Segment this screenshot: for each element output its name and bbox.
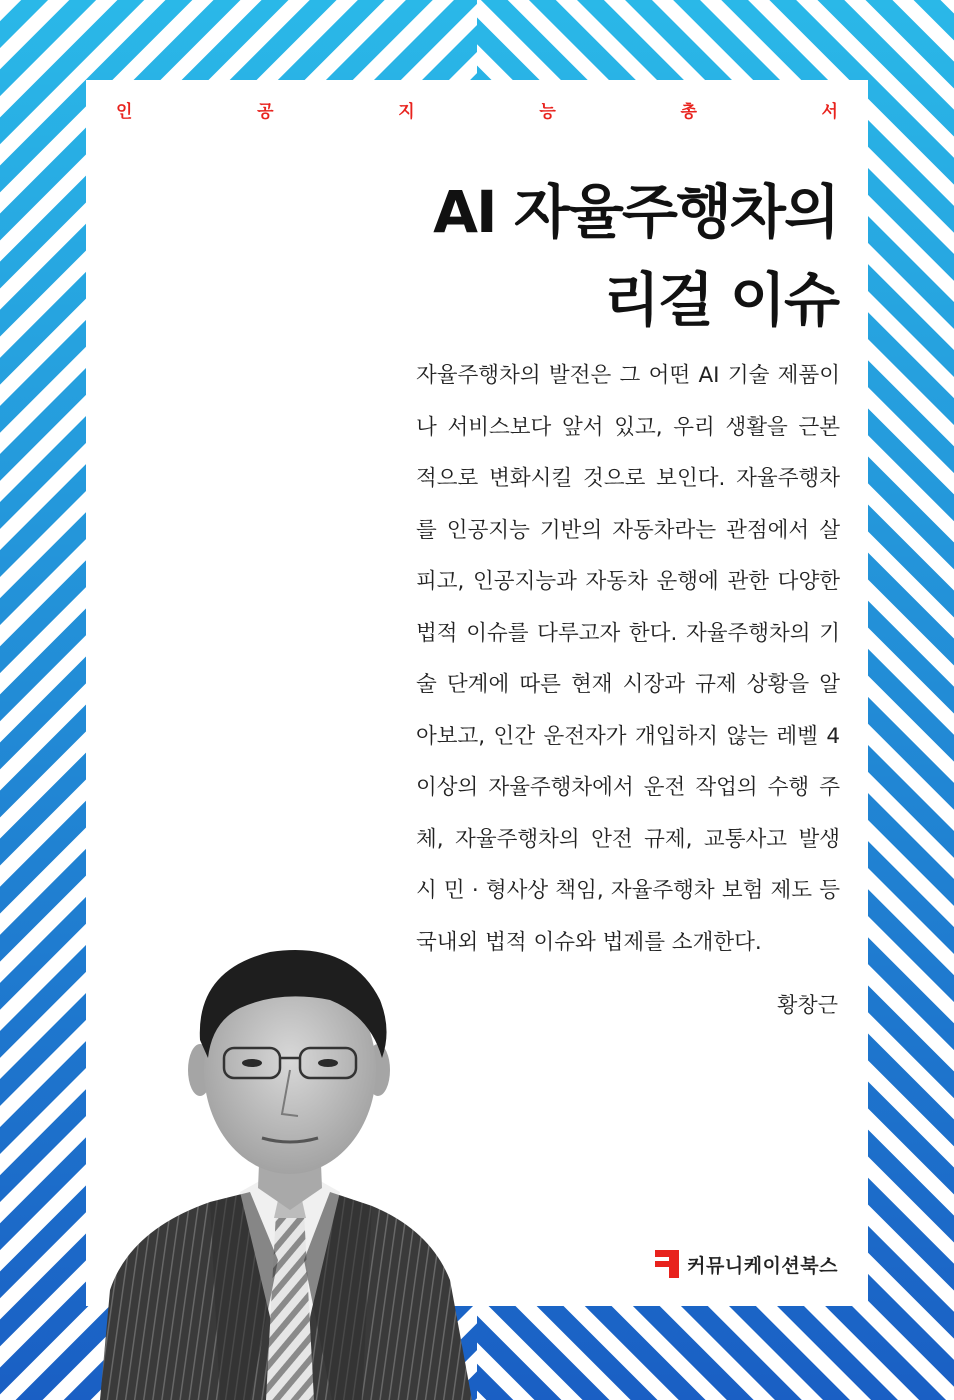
description-line: 체, 자율주행차의 안전 규제, 교통사고 발생 [416,826,840,852]
description-line: 국내외 법적 이슈와 법제를 소개한다. [416,929,762,955]
author-name: 황창근 [777,993,838,1017]
publisher-logo-icon [655,1250,679,1278]
description-line: 를 인공지능 기반의 자동차라는 관점에서 살 [416,517,840,543]
description-line: 술 단계에 따른 현재 시장과 규제 상황을 알 [416,672,840,697]
description-line: 이상의 자율주행차에서 운전 작업의 수행 주 [416,775,840,800]
description-line: 나 서비스보다 앞서 있고, 우리 생활을 근본 [416,414,840,440]
series-name [116,100,838,124]
series-char: 공 [257,102,274,122]
description-line: 적으로 변화시킬 것으로 보인다. 자율주행차 [416,466,840,491]
description-line: 아보고, 인간 운전자가 개입하지 않는 레벨 4 [416,723,840,749]
publisher-name: 커뮤니케이션북스 [687,1254,838,1277]
series-char: 능 [539,102,556,122]
series-char: 인 [116,102,133,122]
series-char: 총 [680,102,697,122]
description-line: 시 민 · 형사상 책임, 자율주행차 보험 제도 등 [416,878,840,903]
book-title [198,168,838,344]
title-line-2: 리걸 이슈 [603,266,838,334]
description-line: 피고, 인공지능과 자동차 운행에 관한 다양한 [416,569,840,594]
series-char: 서 [821,102,838,122]
book-description [416,350,840,968]
title-line-1: AI 자율주행차의 [433,178,838,246]
description-line: 법적 이슈를 다루고자 한다. 자율주행차의 기 [416,620,840,646]
publisher [655,1250,838,1278]
author-portrait [100,930,480,1400]
description-line: 자율주행차의 발전은 그 어떤 AI 기술 제품이 [416,363,840,388]
series-char: 지 [398,102,415,122]
